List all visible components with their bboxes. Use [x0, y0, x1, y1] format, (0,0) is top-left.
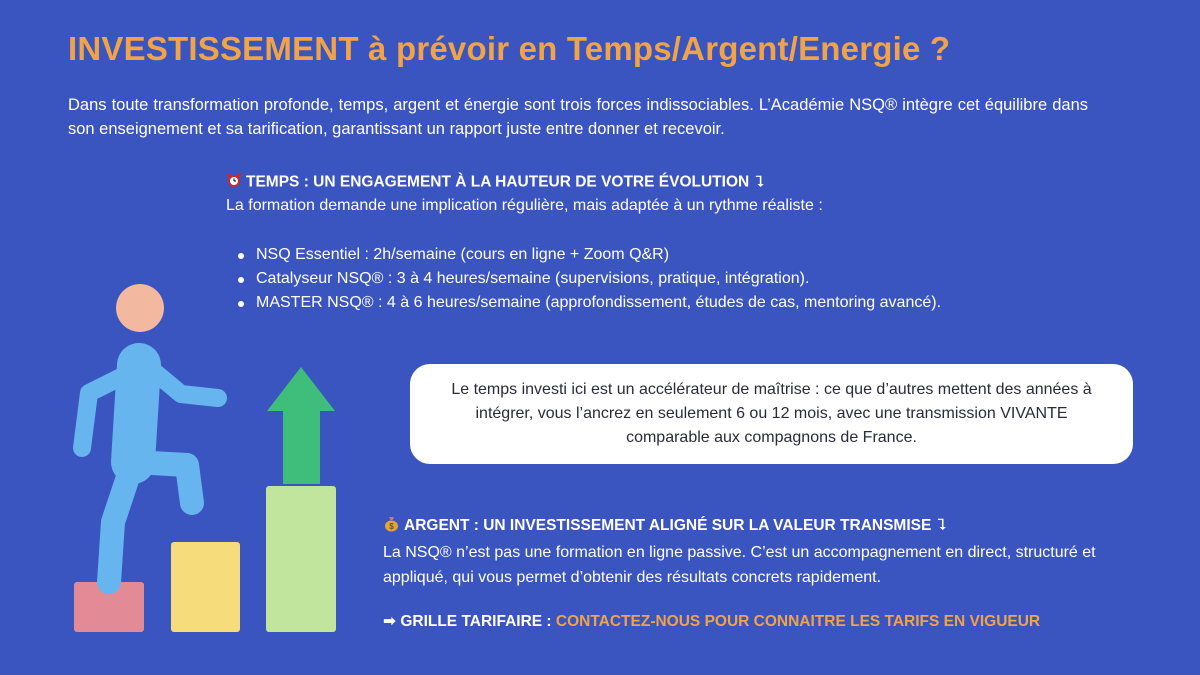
- pricing-label: GRILLE TARIFAIRE :: [400, 613, 552, 630]
- growth-illustration: [0, 0, 400, 675]
- page-title: INVESTISSEMENT à prévoir en Temps/Argent/Energie ?: [68, 30, 951, 67]
- intro-paragraph: Dans toute transformation profonde, temps, argent et énergie sont trois forces indissociables. L’Académie NSQ® intègre cet équilibre dans son enseignement et sa tarification, garantissant un rapport juste entre donner et recevoir.: [68, 96, 1088, 138]
- callout-text: Le temps investi ici est un accélérateur de maîtrise : ce que d’autres mettent des années à intégrer, vous l’ancrez en seulement 6 ou 12 mois, avec une transmission VIVANTE comparable aux compagnons de France.: [451, 381, 1092, 446]
- money-bag-icon: [383, 515, 400, 537]
- list-item: NSQ Essentiel : 2h/semaine (cours en ligne + Zoom Q&R): [256, 243, 941, 267]
- argent-description: La NSQ® n’est pas une formation en ligne passive. C’est un accompagnement en direct, structuré et appliqué, qui vous permet d’obtenir des résultats concrets rapidement.: [383, 544, 1096, 586]
- contact-link[interactable]: CONTACTEZ-NOUS POUR CONNAITRE LES TARIFS EN VIGUEUR: [555, 613, 1041, 630]
- highlight-callout: [410, 364, 1133, 464]
- step-medium: [171, 542, 240, 632]
- list-item: Catalyseur NSQ® : 3 à 4 heures/semaine (supervisions, pratique, intégration).: [256, 267, 941, 291]
- step-large: [266, 486, 336, 632]
- up-arrow-icon: [267, 367, 335, 484]
- temps-heading-text: TEMPS : UN ENGAGEMENT À LA HAUTEUR DE VOTRE ÉVOLUTION: [246, 173, 750, 191]
- list-item: MASTER NSQ® : 4 à 6 heures/semaine (approfondissement, études de cas, mentoring avancé).: [256, 291, 941, 315]
- right-arrow-icon: ➡: [383, 613, 396, 630]
- temps-description: La formation demande une implication régulière, mais adaptée à un rythme réaliste :: [226, 197, 823, 214]
- argent-heading: [383, 515, 946, 537]
- svg-text:$: $: [389, 522, 394, 531]
- argent-heading-text: ARGENT : UN INVESTISSEMENT ALIGNÉ SUR LA VALEUR TRANSMISE: [404, 517, 932, 535]
- turn-down-arrow-icon: ⮧: [755, 173, 765, 191]
- turn-down-arrow-icon: ⮧: [937, 517, 947, 535]
- climbing-person-icon: [82, 284, 218, 582]
- pricing-line: [383, 612, 1040, 631]
